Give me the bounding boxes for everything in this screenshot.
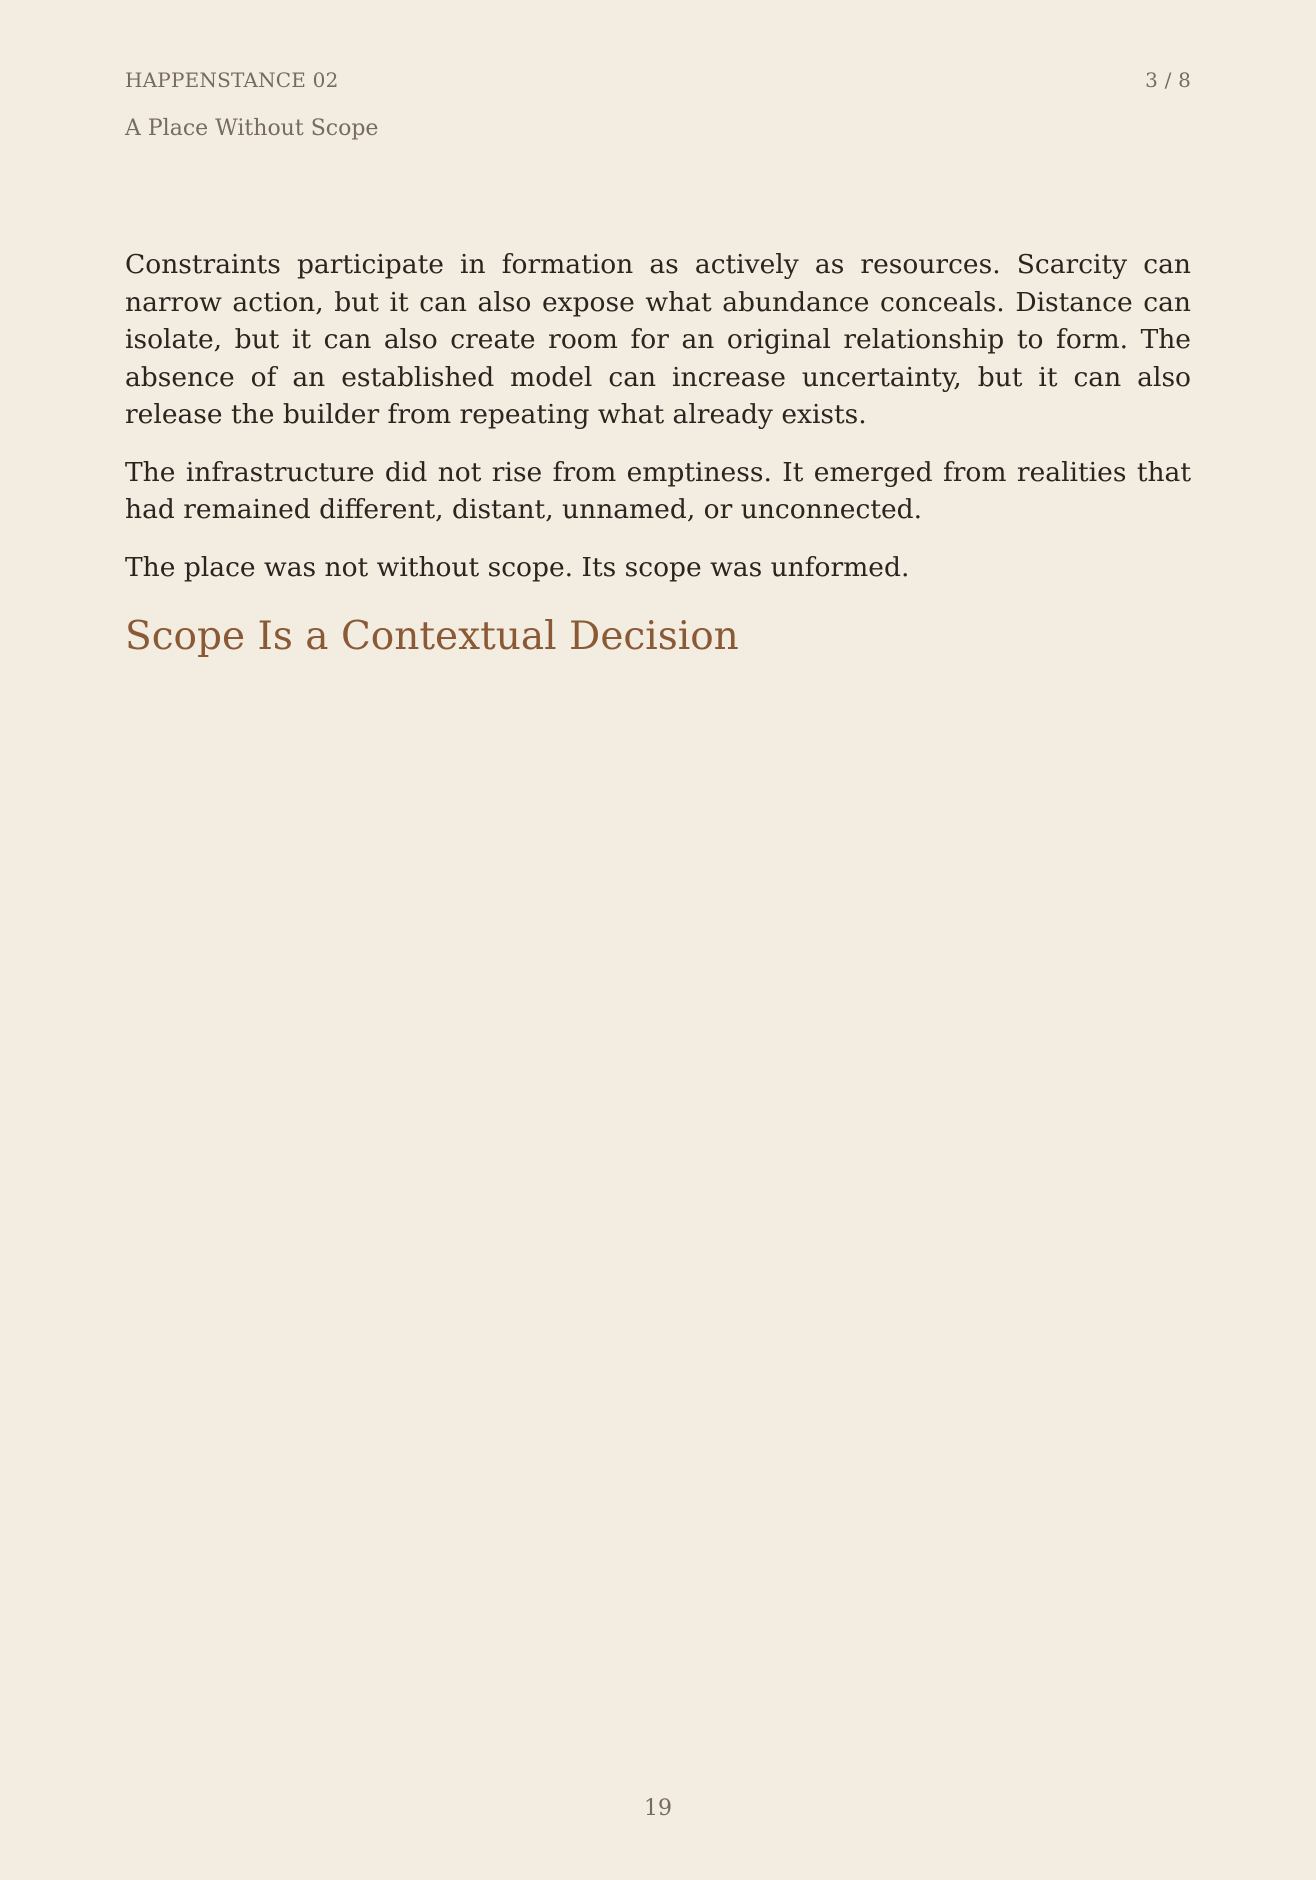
page-progress: 3 / 8	[1145, 68, 1191, 92]
section-heading: Scope Is a Contextual Decision	[125, 614, 739, 659]
paragraph-2: The infrastructure did not rise from emptiness. It emerged from realities that had remained different, distant, unnamed, or unconnected.	[125, 456, 1191, 525]
body-text	[125, 246, 1191, 660]
series-label: HAPPENSTANCE 02	[125, 68, 339, 92]
chapter-title: A Place Without Scope	[125, 116, 379, 141]
paragraph-1: Constraints participate in formation as actively as resources. Scarcity can narrow action, but it can also expose what abundance conceals. Distance can isolate, but it can also create room for an original relationship to form. The absence of an established model can increase uncertainty, but it can also release the builder from repeating what already exists.	[125, 249, 1191, 430]
running-header	[125, 68, 1191, 94]
paragraph-3: The place was not without scope. Its scope was unformed.	[125, 551, 910, 583]
page-number: 19	[644, 1796, 672, 1821]
